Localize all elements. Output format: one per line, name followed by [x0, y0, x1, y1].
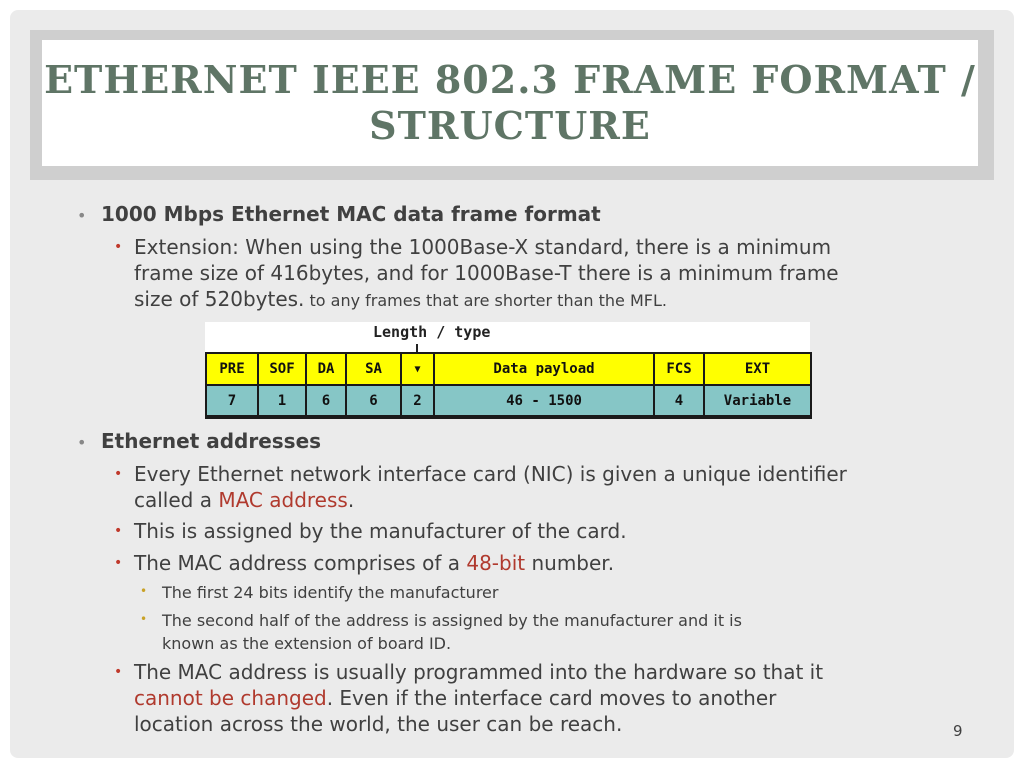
title-box: [42, 40, 978, 166]
48-bit-highlight: 48-bit: [466, 551, 526, 575]
first-24-bits-text: The first 24 bits identify the manufacturer: [162, 583, 499, 602]
second-half-text-line-1: The second half of the address is assigned by the manufacturer and it is: [162, 611, 742, 630]
cannot-be-changed-highlight: cannot be changed: [134, 686, 327, 710]
programmed-text-line-2: [134, 685, 776, 711]
field-size: Variable: [704, 385, 811, 416]
extension-note-text: to any frames that are shorter than the MFL.: [304, 291, 667, 310]
nic-text-line-2: [134, 487, 354, 513]
mac-address-highlight: MAC address: [218, 488, 348, 512]
nic-text-post: .: [347, 488, 355, 512]
mac-bits-post: number.: [525, 551, 615, 575]
page-number: 9: [953, 722, 963, 740]
mac-bits-text: [134, 550, 614, 576]
field-header: EXT: [704, 353, 811, 385]
programmed-text-post: . Even if the interface card moves to another: [326, 686, 777, 710]
nic-text-line-1: Every Ethernet network interface card (NIC) is given a unique identifier: [134, 462, 847, 486]
second-half-text-line-2: known as the extension of board ID.: [162, 634, 452, 653]
bullet-icon: •: [140, 584, 148, 598]
programmed-text-line-3: location across the world, the user can be reach.: [134, 712, 623, 736]
slide-title-line-2: STRUCTURE: [369, 103, 651, 148]
section-heading-frame-format: 1000 Mbps Ethernet MAC data frame format: [101, 202, 601, 226]
bullet-icon: •: [114, 664, 123, 680]
field-header: SOF: [258, 353, 306, 385]
field-header: DA: [306, 353, 346, 385]
field-size: 4: [654, 385, 704, 416]
field-header: FCS: [654, 353, 704, 385]
bullet-icon: •: [114, 466, 123, 482]
frame-format-diagram: [205, 322, 810, 417]
bullet-icon: •: [77, 206, 87, 225]
mac-bits-pre: The MAC address comprises of a: [134, 551, 467, 575]
manufacturer-text: This is assigned by the manufacturer of the card.: [134, 519, 627, 543]
nic-text-pre: called a: [134, 488, 219, 512]
bullet-icon: •: [114, 555, 123, 571]
length-type-marker-icon: ▼: [401, 353, 434, 385]
field-size: 46 - 1500: [434, 385, 654, 416]
bullet-icon: •: [140, 612, 148, 626]
length-type-label: Length / type: [373, 323, 491, 341]
frame-field-table: [205, 352, 812, 419]
extension-text-line-3: [134, 286, 667, 314]
extension-text-line-2: frame size of 416bytes, and for 1000Base-T there is a minimum frame: [134, 261, 839, 285]
bullet-icon: •: [114, 523, 123, 539]
programmed-text-line-1: The MAC address is usually programmed into the hardware so that it: [134, 660, 824, 684]
field-header: SA: [346, 353, 401, 385]
extension-size-text: size of 520bytes.: [134, 287, 305, 311]
extension-text-line-1: Extension: When using the 1000Base-X standard, there is a minimum: [134, 235, 832, 259]
field-size: 6: [346, 385, 401, 416]
field-size: 7: [206, 385, 258, 416]
field-header: Data payload: [434, 353, 654, 385]
field-size: 6: [306, 385, 346, 416]
field-size: 1: [258, 385, 306, 416]
slide-title-line-1: ETHERNET IEEE 802.3 FRAME FORMAT /: [44, 57, 976, 102]
bullet-icon: •: [77, 433, 87, 452]
field-header: PRE: [206, 353, 258, 385]
section-heading-ethernet-addresses: Ethernet addresses: [101, 429, 322, 453]
field-size: 2: [401, 385, 434, 416]
bullet-icon: •: [114, 239, 123, 255]
